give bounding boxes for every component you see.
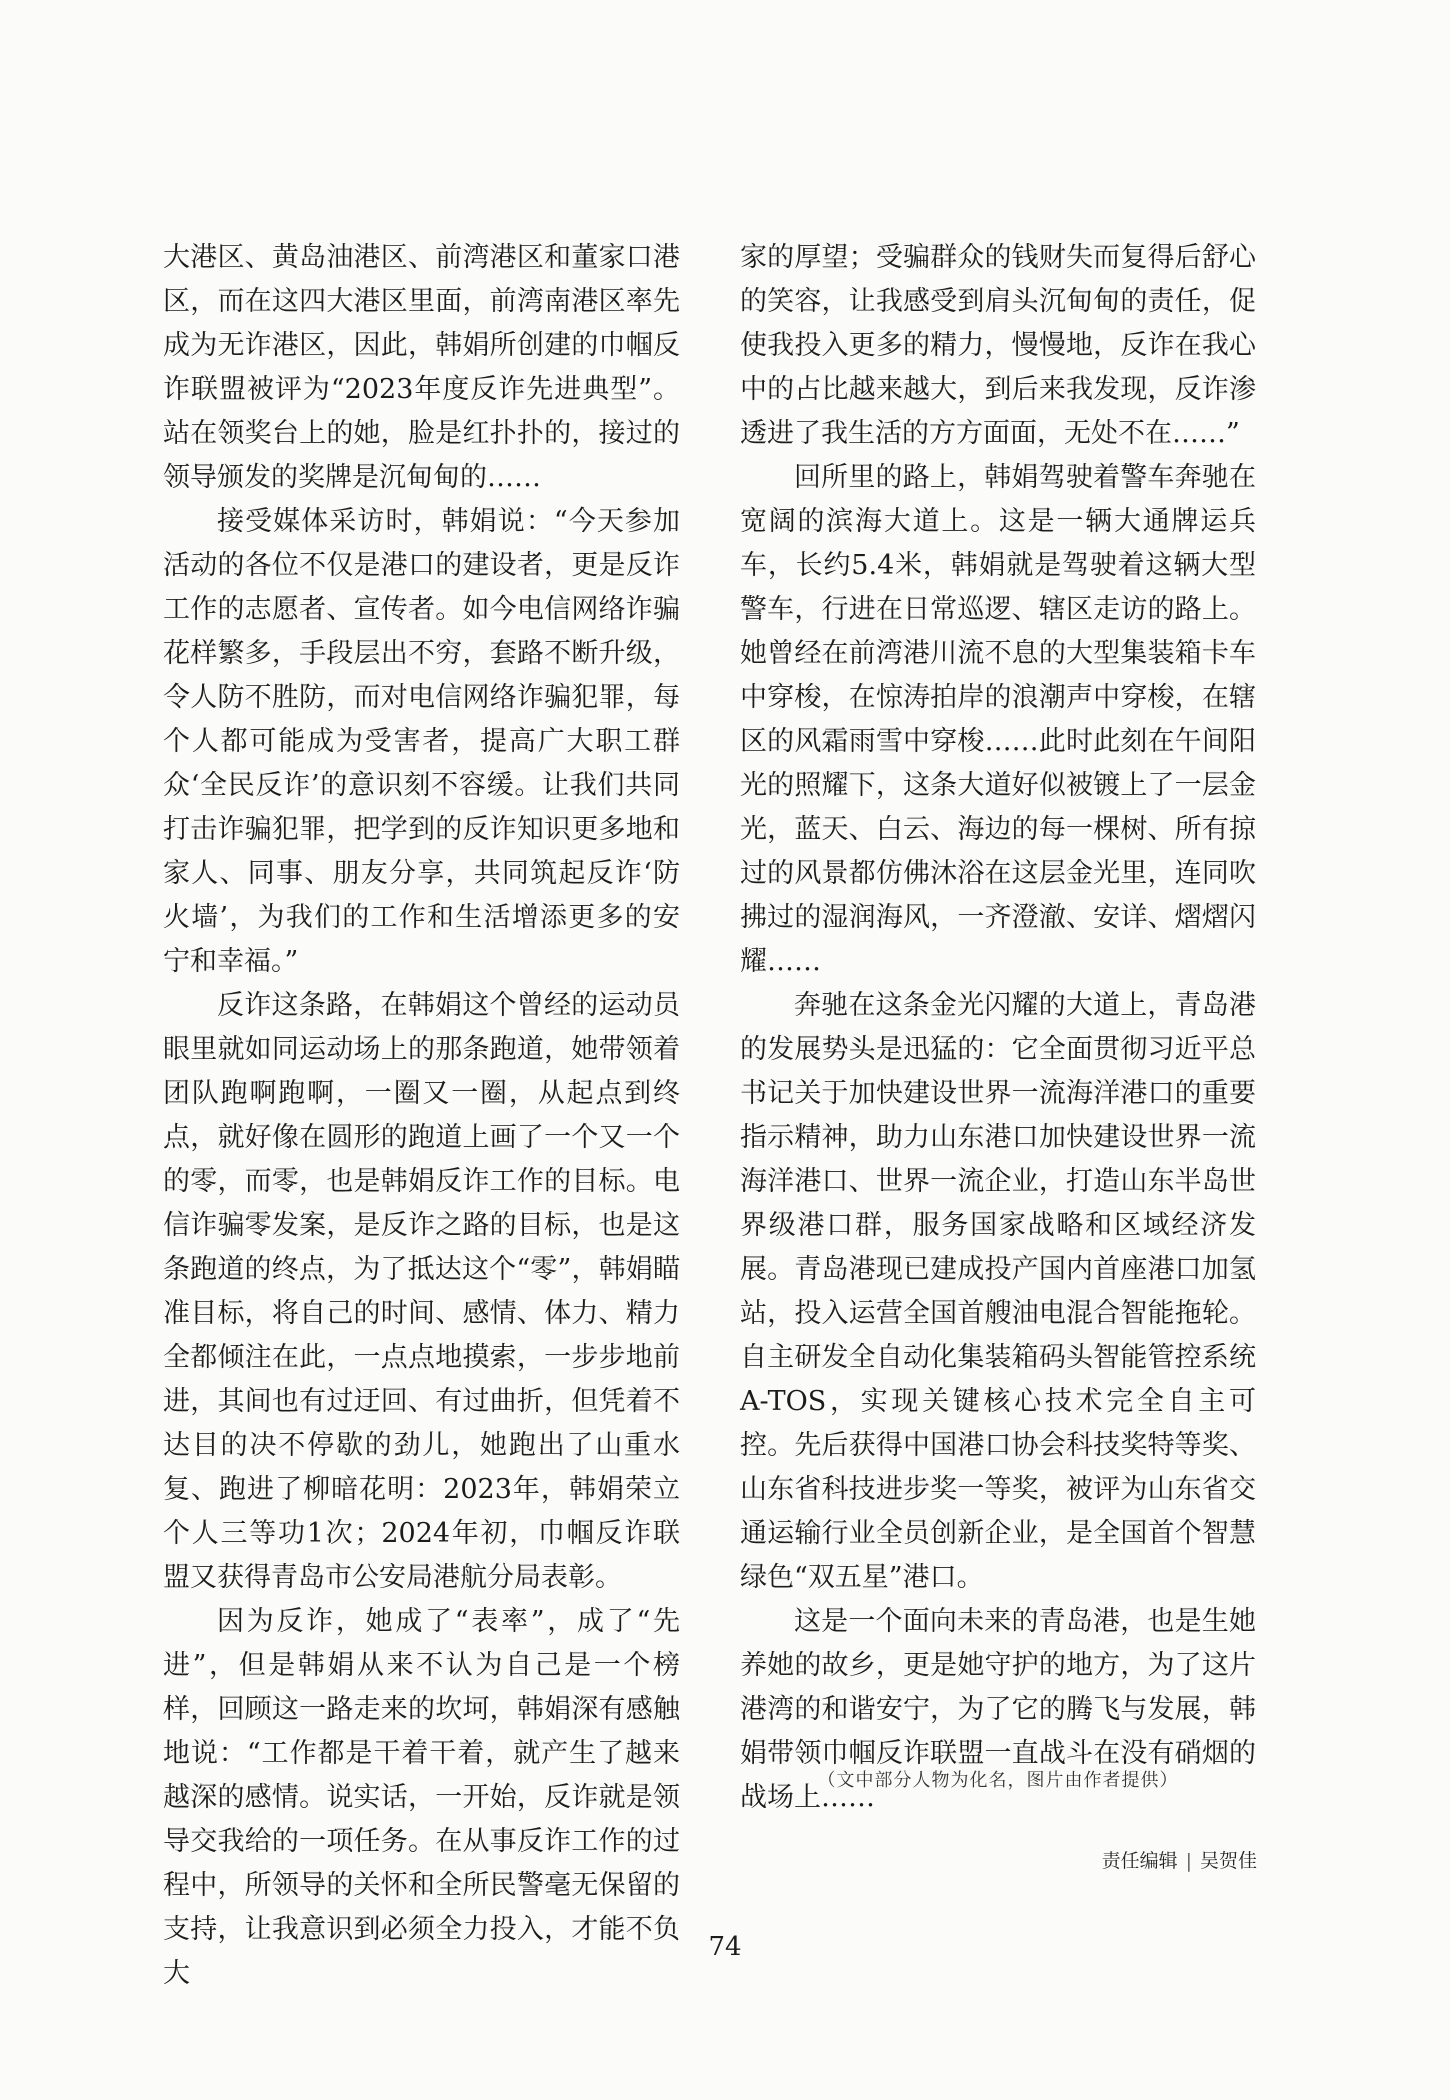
paragraph: 家的厚望；受骗群众的钱财失而复得后舒心的笑容，让我感受到肩头沉甸甸的责任，促使我投入更多的精力，慢慢地，反诈在我心中的占比越来越大，到后来我发现，反诈渗透进了我生活的方方面面，无处不在……”	[740, 242, 1256, 449]
right-column	[740, 236, 1256, 1820]
editor-label: 责任编辑	[1101, 1850, 1178, 1872]
paragraph: 反诈这条路，在韩娟这个曾经的运动员眼里就如同运动场上的那条跑道，她带领着团队跑啊跑啊，一圈又一圈，从起点到终点，就好像在圆形的跑道上画了一个又一个的零，而零，也是韩娟反诈工作的目标。电信诈骗零发案，是反诈之路的目标，也是这条跑道的终点，为了抵达这个“零”，韩娟瞄准目标，将自己的时间、感情、体力、精力全都倾注在此，一点点地摸索，一步步地前进，其间也有过迂回、有过曲折，但凭着不达目的决不停歇的劲儿，她跑出了山重水复、跑进了柳暗花明：2023年，韩娟荣立个人三等功1次；2024年初，巾帼反诈联盟又获得青岛市公安局港航分局表彰。	[163, 990, 680, 1593]
editor-credit	[1102, 1846, 1257, 1873]
editor-separator: |	[1185, 1850, 1192, 1872]
editor-name: 吴贺佳	[1199, 1850, 1257, 1872]
paragraph: 因为反诈，她成了“表率”，成了“先进”，但是韩娟从来不认为自己是一个榜样，回顾这一路走来的坎坷，韩娟深有感触地说：“工作都是干着干着，就产生了越来越深的感情。说实话，一开始，反诈就是领导交我给的一项任务。在从事反诈工作的过程中，所领导的关怀和全所民警毫无保留的支持，让我意识到必须全力投入，才能不负大	[163, 1606, 680, 1989]
paragraph: 这是一个面向未来的青岛港，也是生她养她的故乡，更是她守护的地方，为了这片港湾的和谐安宁，为了它的腾飞与发展，韩娟带领巾帼反诈联盟一直战斗在没有硝烟的战场上……	[740, 1606, 1256, 1813]
paragraph: 接受媒体采访时，韩娟说：“今天参加活动的各位不仅是港口的建设者，更是反诈工作的志愿者、宣传者。如今电信网络诈骗花样繁多，手段层出不穷，套路不断升级，令人防不胜防，而对电信网络诈骗犯罪，每个人都可能成为受害者，提高广大职工群众‘全民反诈’的意识刻不容缓。让我们共同打击诈骗犯罪，把学到的反诈知识更多地和家人、同事、朋友分享，共同筑起反诈‘防火墙’，为我们的工作和生活增添更多的安宁和幸福。”	[163, 506, 680, 977]
paragraph: 大港区、黄岛油港区、前湾港区和董家口港区，而在这四大港区里面，前湾南港区率先成为无诈港区，因此，韩娟所创建的巾帼反诈联盟被评为“2023年度反诈先进典型”。站在领奖台上的她，脸是红扑扑的，接过的领导颁发的奖牌是沉甸甸的……	[163, 242, 680, 493]
paragraph: 奔驰在这条金光闪耀的大道上，青岛港的发展势头是迅猛的：它全面贯彻习近平总书记关于加快建设世界一流海洋港口的重要指示精神，助力山东港口加快建设世界一流海洋港口、世界一流企业，打造山东半岛世界级港口群，服务国家战略和区域经济发展。青岛港现已建成投产国内首座港口加氢站，投入运营全国首艘油电混合智能拖轮。自主研发全自动化集装箱码头智能管控系统A-TOS，实现关键核心技术完全自主可控。先后获得中国港口协会科技奖特等奖、山东省科技进步奖一等奖，被评为山东省交通运输行业全员创新企业，是全国首个智慧绿色“双五星”港口。	[740, 990, 1256, 1593]
author-note: （文中部分人物为化名，图片由作者提供）	[817, 1770, 1179, 1791]
page-number: 74	[708, 1932, 742, 1962]
left-column	[163, 236, 680, 1996]
paragraph: 回所里的路上，韩娟驾驶着警车奔驰在宽阔的滨海大道上。这是一辆大通牌运兵车，长约5.4米，韩娟就是驾驶着这辆大型警车，行进在日常巡逻、辖区走访的路上。她曾经在前湾港川流不息的大型集装箱卡车中穿梭，在惊涛拍岸的浪潮声中穿梭，在辖区的风霜雨雪中穿梭……此时此刻在午间阳光的照耀下，这条大道好似被镀上了一层金光，蓝天、白云、海边的每一棵树、所有掠过的风景都仿佛沐浴在这层金光里，连同吹拂过的湿润海风，一齐澄澈、安详、熠熠闪耀……	[740, 462, 1256, 977]
